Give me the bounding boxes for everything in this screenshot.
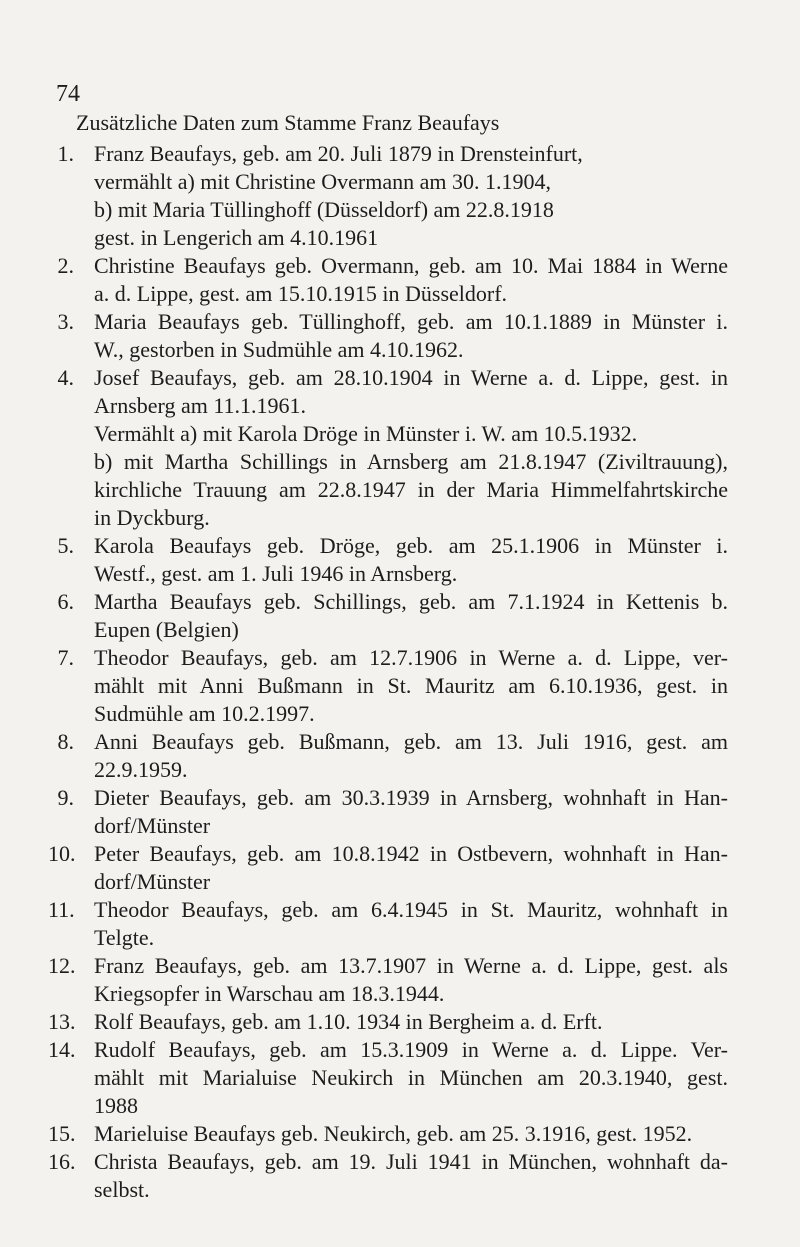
entry-number: 2. <box>57 253 74 278</box>
entry-line: Rolf Beaufays, geb. am 1.10. 1934 in Bergheim a. d. Erft. <box>94 1009 603 1034</box>
entry-line: Karola Beaufays geb. Dröge, geb. am 25.1.1906 in Münster i. <box>94 533 728 558</box>
list-item <box>48 532 728 588</box>
entry-line: gest. in Lengerich am 4.10.1961 <box>94 225 379 250</box>
entry-line: b) mit Martha Schillings in Arnsberg am 21.8.1947 (Ziviltrauung), <box>94 449 728 474</box>
entry-line: Josef Beaufays, geb. am 28.10.1904 in Werne a. d. Lippe, gest. in <box>94 365 728 390</box>
list-item <box>48 840 728 896</box>
entry-line: Christine Beaufays geb. Overmann, geb. am 10. Mai 1884 in Werne <box>94 253 728 278</box>
entry-line: Peter Beaufays, geb. am 10.8.1942 in Ostbevern, wohnhaft in Han- <box>94 841 728 866</box>
entry-line: selbst. <box>94 1177 150 1202</box>
entry-line: b) mit Maria Tüllinghoff (Düsseldorf) am 22.8.1918 <box>94 197 554 222</box>
list-item <box>48 140 728 252</box>
entry-line: Kriegsopfer in Warschau am 18.3.1944. <box>94 981 445 1006</box>
list-item <box>48 728 728 784</box>
list-item <box>48 896 728 952</box>
entry-text <box>94 1120 728 1148</box>
list-item <box>48 1036 728 1120</box>
entry-line: Martha Beaufays geb. Schillings, geb. am 7.1.1924 in Kettenis b. <box>94 589 728 614</box>
entry-number: 1. <box>57 141 74 166</box>
section-heading: Zusätzliche Daten zum Stamme Franz Beaufays <box>76 110 500 135</box>
entry-line: mählt mit Marialuise Neukirch in München am 20.3.1940, gest. <box>94 1065 728 1090</box>
entry-number: 12. <box>48 953 76 978</box>
list-item <box>48 952 728 1008</box>
entry-line: dorf/Münster <box>94 869 211 894</box>
entry-number: 15. <box>48 1121 76 1146</box>
list-item <box>48 252 728 308</box>
entry-line: Maria Beaufays geb. Tüllinghoff, geb. am 10.1.1889 in Münster i. <box>94 309 728 334</box>
entry-number: 10. <box>48 841 76 866</box>
entry-line: Westf., gest. am 1. Juli 1946 in Arnsberg. <box>94 561 458 586</box>
entry-text <box>94 308 728 364</box>
entry-line: W., gestorben in Sudmühle am 4.10.1962. <box>94 337 464 362</box>
entry-line: a. d. Lippe, gest. am 15.10.1915 in Düsseldorf. <box>94 281 508 306</box>
entry-line: Theodor Beaufays, geb. am 12.7.1906 in Werne a. d. Lippe, ver- <box>94 645 728 670</box>
entry-text <box>94 1036 728 1120</box>
entry-number: 14. <box>48 1037 76 1062</box>
entry-line: Vermählt a) mit Karola Dröge in Münster i. W. am 10.5.1932. <box>94 421 638 446</box>
entry-line: Rudolf Beaufays, geb. am 15.3.1909 in Werne a. d. Lippe. Ver- <box>94 1037 728 1062</box>
entry-text <box>94 728 728 784</box>
entry-text <box>94 252 728 308</box>
entry-line: 1988 <box>94 1093 138 1118</box>
list-item <box>48 1148 728 1204</box>
entry-text <box>94 1008 728 1036</box>
entry-line: Telgte. <box>94 925 155 950</box>
entry-number: 5. <box>57 533 74 558</box>
entry-line: Theodor Beaufays, geb. am 6.4.1945 in St. Mauritz, wohnhaft in <box>94 897 728 922</box>
entry-line: Anni Beaufays geb. Bußmann, geb. am 13. Juli 1916, gest. am <box>94 729 728 754</box>
list-item <box>48 784 728 840</box>
entry-line: kirchliche Trauung am 22.8.1947 in der Maria Himmelfahrtskirche <box>94 477 728 502</box>
entry-line: Franz Beaufays, geb. am 13.7.1907 in Werne a. d. Lippe, gest. als <box>94 953 728 978</box>
entry-line: mählt mit Anni Bußmann in St. Mauritz am 6.10.1936, gest. in <box>94 673 728 698</box>
entry-number: 7. <box>57 645 74 670</box>
entry-line: Christa Beaufays, geb. am 19. Juli 1941 in München, wohnhaft da- <box>94 1149 728 1174</box>
entry-line: in Dyckburg. <box>94 505 210 530</box>
page-number: 74 <box>56 81 80 107</box>
entry-text <box>94 784 728 840</box>
entry-number: 13. <box>48 1009 76 1034</box>
entry-text <box>94 896 728 952</box>
list-item <box>48 1008 728 1036</box>
entry-number: 6. <box>57 589 74 614</box>
entry-line: Dieter Beaufays, geb. am 30.3.1939 in Arnsberg, wohnhaft in Han- <box>94 785 728 810</box>
entry-text <box>94 364 728 532</box>
entry-line: dorf/Münster <box>94 813 211 838</box>
entry-number: 16. <box>48 1149 76 1174</box>
entry-number: 9. <box>57 785 74 810</box>
entry-text <box>94 644 728 728</box>
list-item <box>48 588 728 644</box>
entry-text <box>94 140 728 252</box>
entry-line: Marieluise Beaufays geb. Neukirch, geb. am 25. 3.1916, gest. 1952. <box>94 1121 693 1146</box>
entry-text <box>94 588 728 644</box>
entry-line: 22.9.1959. <box>94 757 188 782</box>
entry-line: Sudmühle am 10.2.1997. <box>94 701 315 726</box>
entry-text <box>94 532 728 588</box>
entry-list <box>48 140 728 1204</box>
entry-text <box>94 1148 728 1204</box>
list-item <box>48 308 728 364</box>
entry-text <box>94 952 728 1008</box>
entry-line: Arnsberg am 11.1.1961. <box>94 393 307 418</box>
list-item <box>48 364 728 532</box>
entry-number: 8. <box>57 729 74 754</box>
entry-number: 11. <box>48 897 75 922</box>
entry-number: 4. <box>57 365 74 390</box>
list-item <box>48 1120 728 1148</box>
list-item <box>48 644 728 728</box>
entry-text <box>94 840 728 896</box>
entry-number: 3. <box>57 309 74 334</box>
entry-line: Eupen (Belgien) <box>94 617 239 642</box>
entry-line: Franz Beaufays, geb. am 20. Juli 1879 in Drensteinfurt, <box>94 141 583 166</box>
entry-line: vermählt a) mit Christine Overmann am 30. 1.1904, <box>94 169 552 194</box>
